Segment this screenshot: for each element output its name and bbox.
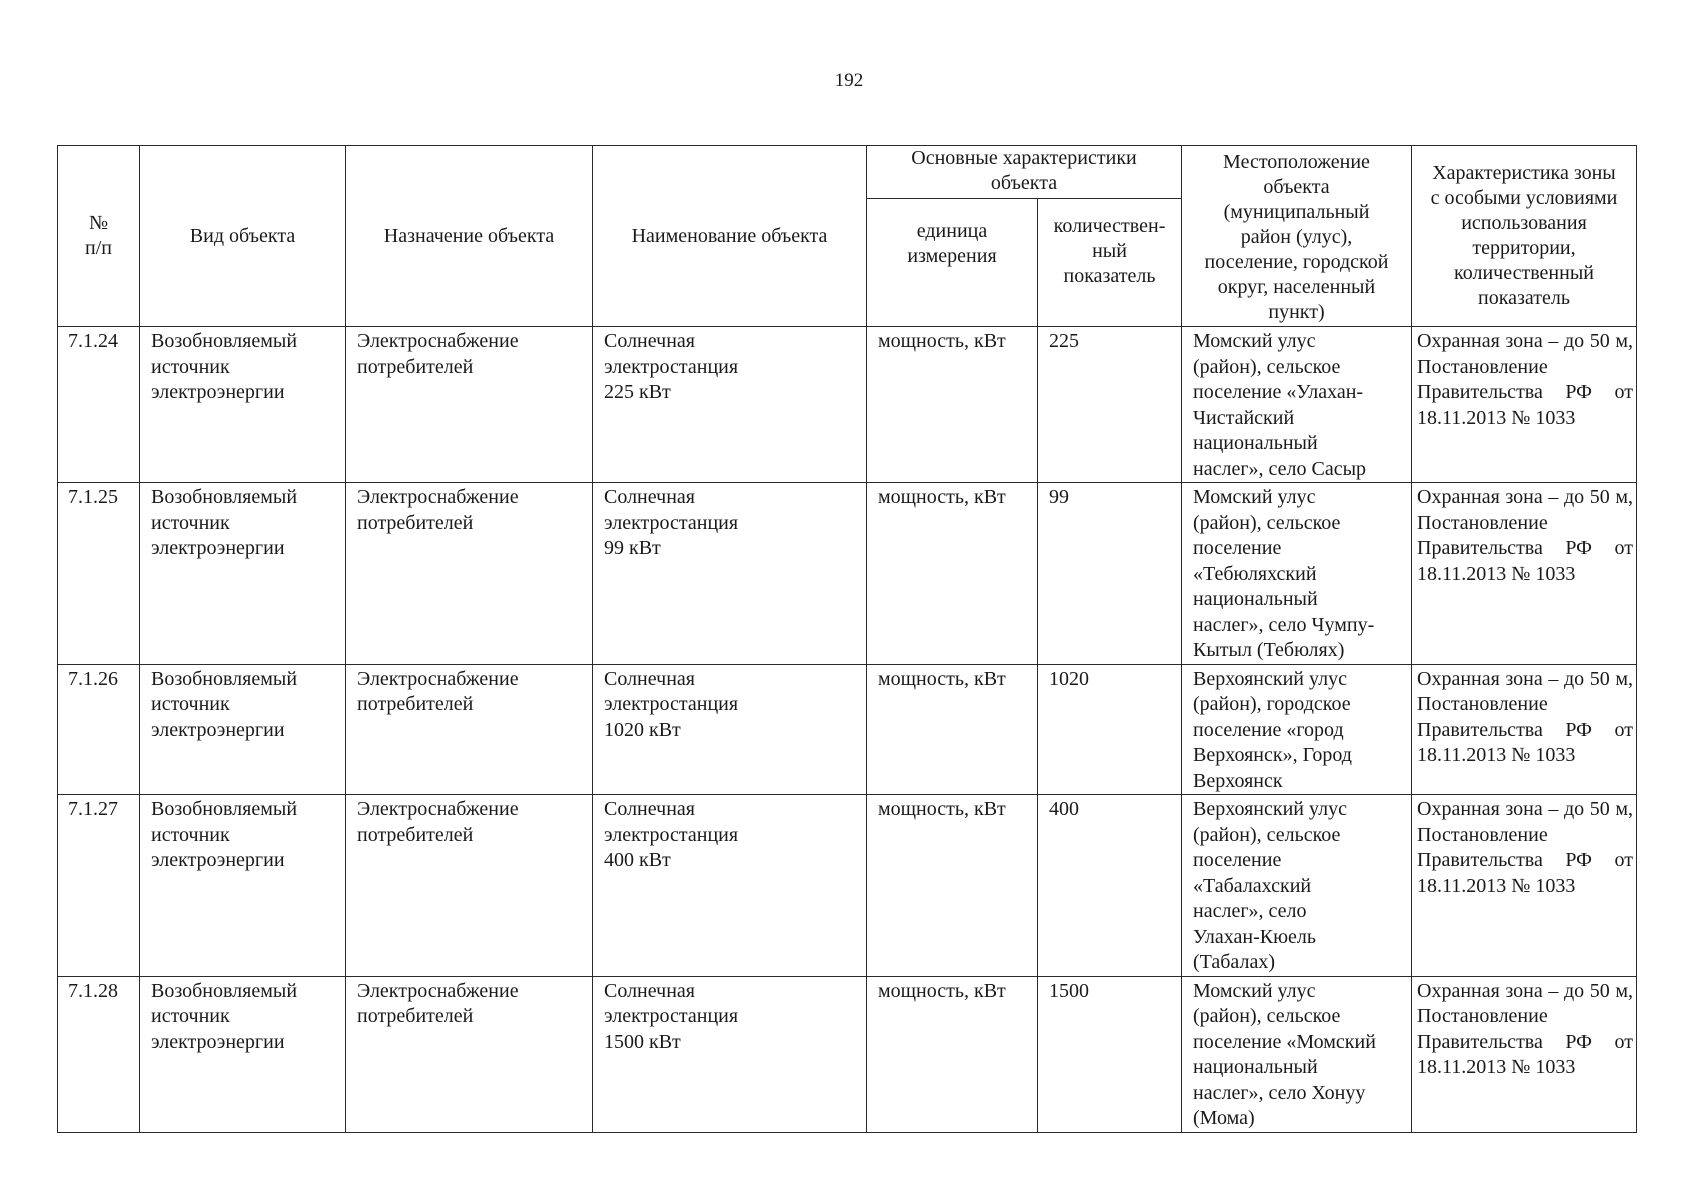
row-kind: Возобновляемый источник электроэнергии [140,664,346,795]
header-location: Местоположение объекта (муниципальный район (улус), поселение, городской округ, населенный пункт) [1182,146,1412,327]
row-unit: мощность, кВт [867,483,1038,665]
row-unit: мощность, кВт [867,795,1038,977]
table-row [58,976,1637,1132]
row-unit: мощность, кВт [867,327,1038,483]
row-purpose: Электроснабжение потребителей [346,976,593,1132]
header-unit: единица измерения [867,199,1038,327]
row-zone: Охранная зона – до 50 м, Постановление Правительства РФ от 18.11.2013 № 1033 [1412,664,1637,795]
header-name: Наименование объекта [593,146,867,327]
row-num: 7.1.27 [58,795,140,977]
row-zone: Охранная зона – до 50 м, Постановление Правительства РФ от 18.11.2013 № 1033 [1412,327,1637,483]
row-quantity: 225 [1038,327,1182,483]
table-body [58,327,1637,1133]
row-zone: Охранная зона – до 50 м, Постановление Правительства РФ от 18.11.2013 № 1033 [1412,483,1637,665]
row-quantity: 1020 [1038,664,1182,795]
row-num: 7.1.24 [58,327,140,483]
row-name: Солнечная электростанция 99 кВт [593,483,867,665]
row-kind: Возобновляемый источник электроэнергии [140,795,346,977]
row-location: Верхоянский улус (район), сельское поселение «Табалахский наслег», село Улахан-Кюель (Табалах) [1182,795,1412,977]
row-zone: Охранная зона – до 50 м, Постановление Правительства РФ от 18.11.2013 № 1033 [1412,795,1637,977]
row-name: Солнечная электростанция 1500 кВт [593,976,867,1132]
row-kind: Возобновляемый источник электроэнергии [140,483,346,665]
row-location: Момский улус (район), сельское поселение «Момский национальный наслег», село Хонуу (Мома) [1182,976,1412,1132]
page-number: 192 [834,70,864,91]
row-quantity: 99 [1038,483,1182,665]
row-quantity: 400 [1038,795,1182,977]
table-row [58,795,1637,977]
row-quantity: 1500 [1038,976,1182,1132]
row-num: 7.1.26 [58,664,140,795]
row-zone: Охранная зона – до 50 м, Постановление Правительства РФ от 18.11.2013 № 1033 [1412,976,1637,1132]
row-num: 7.1.28 [58,976,140,1132]
row-purpose: Электроснабжение потребителей [346,664,593,795]
row-purpose: Электроснабжение потребителей [346,483,593,665]
row-purpose: Электроснабжение потребителей [346,327,593,483]
row-unit: мощность, кВт [867,664,1038,795]
row-kind: Возобновляемый источник электроэнергии [140,327,346,483]
row-name: Солнечная электростанция 225 кВт [593,327,867,483]
row-kind: Возобновляемый источник электроэнергии [140,976,346,1132]
table-row [58,664,1637,795]
table-header [58,146,1637,327]
table-row [58,327,1637,483]
header-kind: Вид объекта [140,146,346,327]
row-location: Верхоянский улус (район), городское поселение «город Верхоянск», Город Верхоянск [1182,664,1412,795]
table-row [58,483,1637,665]
row-name: Солнечная электростанция 400 кВт [593,795,867,977]
header-main-characteristics: Основные характеристики объекта [867,146,1182,199]
row-location: Момский улус (район), сельское поселение «Тебюляхский национальный наслег», село Чумпу- Кытыл (Тебюлях) [1182,483,1412,665]
row-num: 7.1.25 [58,483,140,665]
row-purpose: Электроснабжение потребителей [346,795,593,977]
objects-table [57,145,1637,1133]
row-location: Момский улус (район), сельское поселение «Улахан- Чистайский национальный наслег», село Сасыр [1182,327,1412,483]
row-unit: мощность, кВт [867,976,1038,1132]
header-quantity: количествен- ный показатель [1038,199,1182,327]
header-purpose: Назначение объекта [346,146,593,327]
header-num: № п/п [58,146,140,327]
row-name: Солнечная электростанция 1020 кВт [593,664,867,795]
header-zone: Характеристика зоны с особыми условиями использования территории, количественный показатель [1412,146,1637,327]
